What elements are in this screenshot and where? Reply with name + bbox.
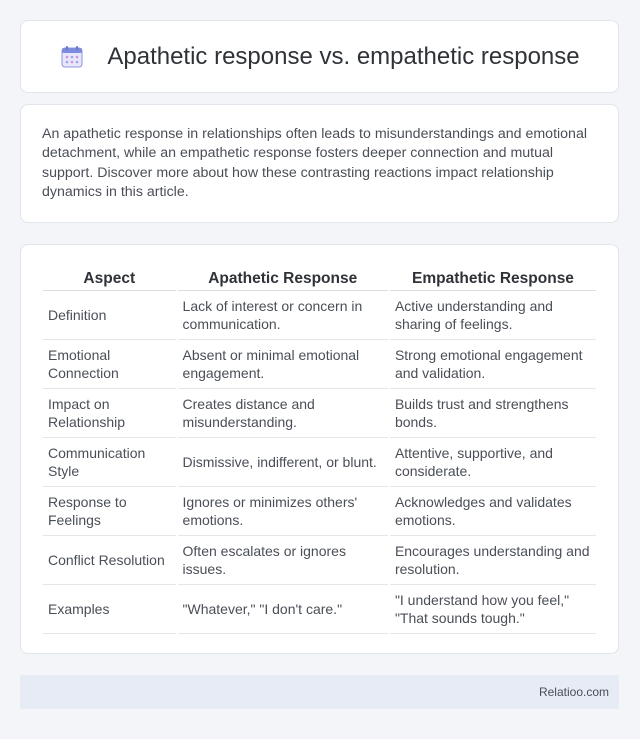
header-apathetic: Apathetic Response — [178, 265, 388, 291]
header-aspect: Aspect — [43, 265, 176, 291]
empathetic-cell: Attentive, supportive, and considerate. — [390, 438, 596, 487]
aspect-cell: Examples — [43, 585, 176, 634]
aspect-cell: Response to Feelings — [43, 487, 176, 536]
apathetic-cell: Lack of interest or concern in communication. — [178, 291, 388, 340]
table-row — [43, 438, 596, 487]
empathetic-cell: Strong emotional engagement and validation. — [390, 340, 596, 389]
comparison-table — [41, 265, 598, 634]
table-row — [43, 291, 596, 340]
empathetic-cell: "I understand how you feel," "That sounds tough." — [390, 585, 596, 634]
empathetic-cell: Acknowledges and validates emotions. — [390, 487, 596, 536]
apathetic-cell: Absent or minimal emotional engagement. — [178, 340, 388, 389]
page-title: Apathetic response vs. empathetic response — [107, 42, 580, 70]
aspect-cell: Impact on Relationship — [43, 389, 176, 438]
table-row — [43, 389, 596, 438]
apathetic-cell: Ignores or minimizes others' emotions. — [178, 487, 388, 536]
empathetic-cell: Encourages understanding and resolution. — [390, 536, 596, 585]
aspect-cell: Conflict Resolution — [43, 536, 176, 585]
table-row — [43, 487, 596, 536]
aspect-cell: Communication Style — [43, 438, 176, 487]
aspect-cell: Definition — [43, 291, 176, 340]
table-row — [43, 536, 596, 585]
title-card — [20, 20, 619, 93]
table-header-row — [43, 265, 596, 291]
apathetic-cell: Dismissive, indifferent, or blunt. — [178, 438, 388, 487]
empathetic-cell: Builds trust and strengthens bonds. — [390, 389, 596, 438]
footer-site-name: Relatioo.com — [538, 685, 609, 699]
intro-card — [20, 104, 619, 223]
apathetic-cell: Creates distance and misunderstanding. — [178, 389, 388, 438]
header-empathetic: Empathetic Response — [390, 265, 596, 291]
apathetic-cell: Often escalates or ignores issues. — [178, 536, 388, 585]
table-row — [43, 585, 596, 634]
table-row — [43, 340, 596, 389]
calendar-icon — [59, 44, 85, 70]
intro-paragraph: An apathetic response in relationships often leads to misunderstandings and emotional detachment, while an empathetic response fosters deeper connection and mutual support. Discover more about how these contrasting reactions impact relationship dynamics in this article. — [42, 126, 587, 201]
footer — [20, 675, 619, 709]
aspect-cell: Emotional Connection — [43, 340, 176, 389]
comparison-card — [20, 244, 619, 654]
apathetic-cell: "Whatever," "I don't care." — [178, 585, 388, 634]
empathetic-cell: Active understanding and sharing of feelings. — [390, 291, 596, 340]
